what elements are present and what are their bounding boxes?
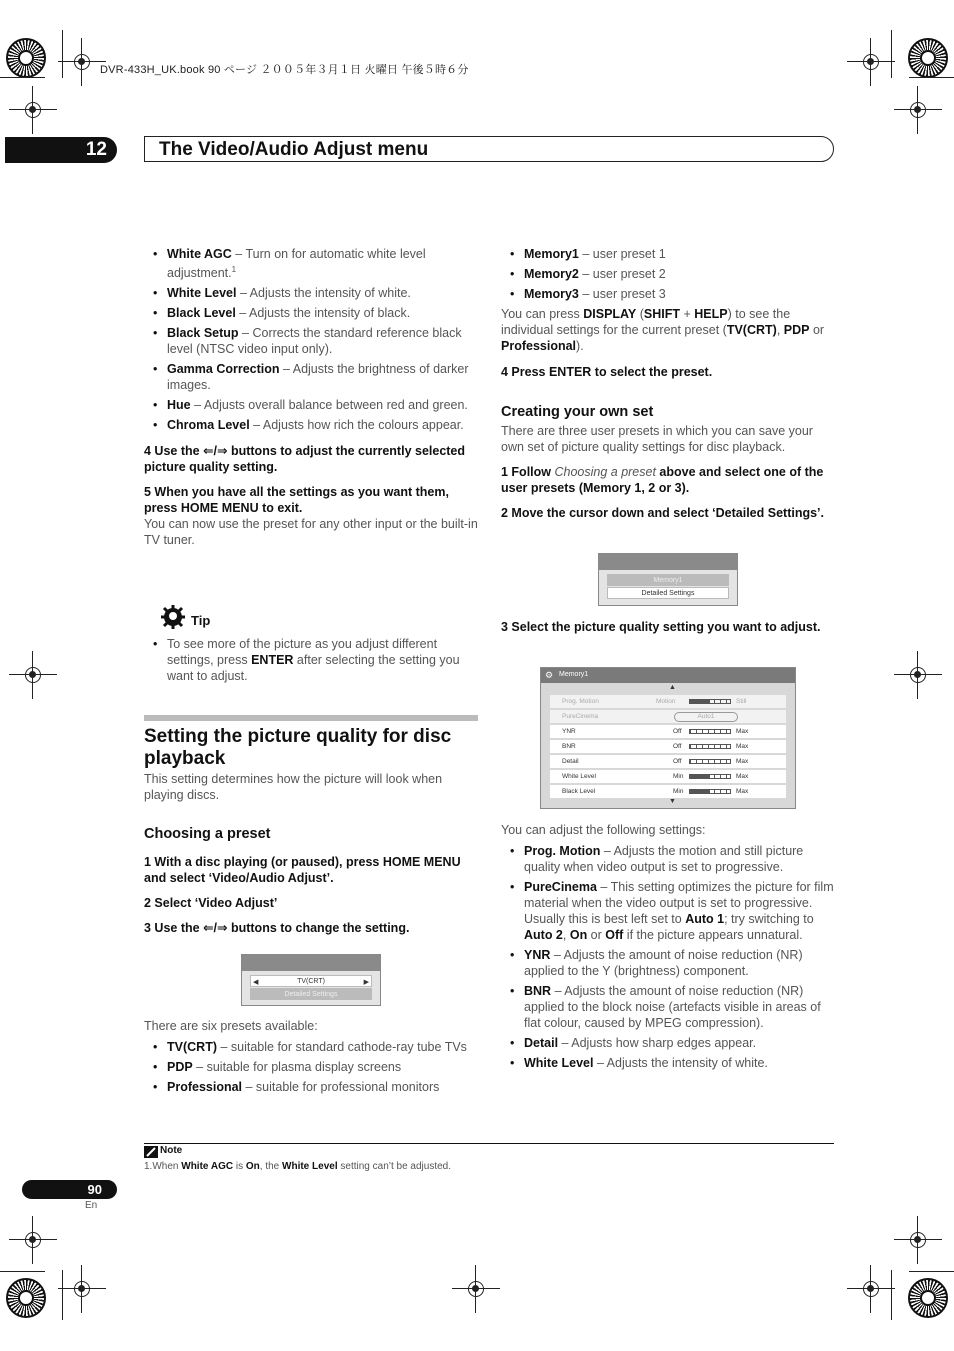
- book-info-line: DVR-433H_UK.book 90 ページ ２００５年３月１日 火曜日 午後５時６分: [100, 64, 469, 76]
- detailed-settings-screen: [540, 667, 796, 809]
- settings-row[interactable]: [550, 770, 786, 783]
- section-bar: [144, 715, 478, 721]
- creating-own-set-heading: Creating your own set: [501, 404, 654, 420]
- setting-min-label: Off: [673, 743, 682, 750]
- settings-list: You can adjust the following settings: • Prog. Motion – Adjusts the motion and still picture quality when video output is set to progressive. • PureCinema – This setting optimizes the picture for film material when the video output is set to progressive. Usually this is best left set to Auto 1; try switching to Auto 2, On or Off if the picture appears unnatural. • YNR – Adjusts the amount of noise reduction (NR) applied to the Y (brightness) component. • BNR – Adjusts the amount of noise reduction (NR) applied to the block noise (artefacts visible in areas of flat colour, caused by MPEG compression). • Detail – Adjusts how sharp edges appear. • White Level – Adjusts the intensity of white.: [501, 823, 834, 1070]
- setting-label: YNR: [562, 728, 576, 735]
- crop-line: [0, 1271, 45, 1272]
- preset-screen: [241, 954, 381, 1006]
- setting-value[interactable]: Auto1: [674, 712, 738, 722]
- choose-step-1: 1 With a disc playing (or paused), press HOME MENU and select ‘Video/Audio Adjust’.: [144, 855, 461, 885]
- setting-label: White Level: [562, 773, 596, 780]
- list-item: • White Level – Adjusts the intensity of white.: [153, 286, 411, 301]
- section-intro: This setting determines how the picture will look when playing discs.: [144, 772, 443, 802]
- registration-rosette-bottom-left: [6, 1278, 46, 1318]
- setting-min-label: Off: [673, 758, 682, 765]
- setting-slider[interactable]: [689, 789, 731, 794]
- settings-row[interactable]: [550, 725, 786, 738]
- settings-row[interactable]: [550, 695, 786, 708]
- note-pencil-icon: [144, 1146, 158, 1158]
- crop-line: [909, 77, 954, 78]
- setting-label: Detail: [562, 758, 579, 765]
- list-item: • White AGC – Turn on for automatic white level adjustment.$^1$: [153, 247, 426, 281]
- setting-label: Black Level: [562, 788, 596, 795]
- setting-slider[interactable]: [689, 744, 731, 749]
- registration-rosette-top-left: [6, 38, 46, 78]
- screen-title: Memory1: [559, 671, 589, 678]
- memory-selector[interactable]: Memory1: [607, 574, 729, 586]
- registration-rosette-top-right: [908, 38, 948, 78]
- list-item: • Gamma Correction – Adjusts the brightness of darker images.: [153, 362, 469, 393]
- crop-line: [0, 77, 45, 78]
- tip-title: Tip: [191, 613, 211, 628]
- choose-step-3: 3 Use the ⇐/⇒ buttons to change the setting.: [144, 921, 410, 935]
- registration-rosette-bottom-right: [908, 1278, 948, 1318]
- slider-fill: [690, 775, 710, 778]
- setting-min-label: Min: [673, 788, 684, 795]
- choosing-preset-heading: Choosing a preset: [144, 826, 271, 842]
- tip-icon: [160, 604, 186, 630]
- setting-min-label: Off: [673, 728, 682, 735]
- setting-max-label: Max: [736, 743, 749, 750]
- crosshair-mark: [21, 98, 45, 122]
- settings-icon: ⚙: [545, 670, 554, 680]
- crosshair-mark: [464, 1277, 488, 1301]
- settings-row[interactable]: [550, 740, 786, 753]
- list-item: • Black Level – Adjusts the intensity of black.: [153, 306, 411, 321]
- setting-slider[interactable]: [689, 699, 731, 704]
- setting-max-label: Max: [736, 728, 749, 735]
- crop-line: [909, 1271, 954, 1272]
- setting-min-label: Motion: [656, 698, 676, 705]
- own-step-3: 3 Select the picture quality setting you want to adjust.: [501, 620, 821, 634]
- step-5: 5 When you have all the settings as you want them, press HOME MENU to exit.: [144, 485, 449, 516]
- step-4-enter: 4 Press ENTER to select the preset.: [501, 365, 713, 379]
- slider-fill: [690, 700, 710, 703]
- crosshair-mark: [906, 98, 930, 122]
- crosshair-mark: [70, 1277, 94, 1301]
- memory-screen: [598, 553, 738, 606]
- own-step-1: 1 Follow Choosing a preset above and select one of the user presets (Memory 1, 2 or 3).: [501, 465, 824, 495]
- left-column: [144, 246, 480, 548]
- slider-fill: [690, 790, 710, 793]
- setting-max-label: Still: [736, 698, 747, 705]
- crosshair-mark: [906, 1228, 930, 1252]
- crosshair-mark: [21, 1228, 45, 1252]
- crop-line: [62, 30, 63, 78]
- crop-line: [891, 30, 892, 78]
- presets-list: There are six presets available: • TV(CRT) – suitable for standard cathode-ray tube TVs • PDP – suitable for plasma display screens • Professional – suitable for professional monitors: [144, 1019, 467, 1094]
- page-language: En: [85, 1200, 98, 1211]
- settings-row[interactable]: [550, 710, 786, 723]
- setting-label: BNR: [562, 743, 576, 750]
- detailed-settings-item[interactable]: Detailed Settings: [607, 587, 729, 599]
- settings-row[interactable]: [550, 755, 786, 768]
- crosshair-mark: [70, 50, 94, 74]
- scroll-down-icon[interactable]: ▼: [669, 798, 676, 805]
- tip-body: • To see more of the picture as you adjust different settings, press ENTER after selecting the setting you want to adjust.: [153, 637, 460, 683]
- setting-slider[interactable]: [689, 729, 731, 734]
- setting-label: Prog. Motion: [562, 698, 599, 705]
- note-text: 1.When White AGC is On, the White Level setting can’t be adjusted.: [144, 1161, 452, 1172]
- chapter-title: The Video/Audio Adjust menu: [159, 139, 429, 160]
- settings-row[interactable]: [550, 785, 786, 798]
- note-title: Note: [160, 1145, 183, 1156]
- list-item: • Black Setup – Corrects the standard reference black level (NTSC video input only).: [153, 326, 462, 357]
- setting-label: PureCinema: [562, 713, 599, 720]
- crosshair-mark: [21, 663, 45, 687]
- crop-line: [62, 1270, 63, 1320]
- setting-slider[interactable]: [689, 759, 731, 764]
- setting-max-label: Max: [736, 788, 749, 795]
- setting-min-label: Min: [673, 773, 684, 780]
- list-item: • Hue – Adjusts overall balance between red and green.: [153, 398, 468, 413]
- step-4: 4 Use the ⇐/⇒ buttons to adjust the currently selected picture quality setting.: [144, 444, 466, 475]
- right-column: • Memory1 – user preset 1 • Memory2 – user preset 2 • Memory3 – user preset 3 You can press DISPLAY (SHIFT + HELP) to see the individual settings for the current preset (TV(CRT), PDP or Professional). 4 Press ENTER to select the preset.: [501, 246, 835, 380]
- section-title: Setting the picture quality for disc playback: [144, 726, 452, 769]
- preset-selector[interactable]: ◀ TV(CRT) ▶: [250, 975, 372, 987]
- step-5-body: You can now use the preset for any other input or the built-in TV tuner.: [144, 517, 478, 548]
- page-number: 90: [22, 1180, 117, 1199]
- detailed-settings-item[interactable]: Detailed Settings: [250, 988, 372, 1000]
- list-item: • Chroma Level – Adjusts how rich the colours appear.: [153, 418, 464, 433]
- setting-slider[interactable]: [689, 774, 731, 779]
- own-step-2: 2 Move the cursor down and select ‘Detailed Settings’.: [501, 506, 824, 520]
- choosing-steps: [144, 854, 480, 936]
- crosshair-mark: [859, 50, 883, 74]
- setting-max-label: Max: [736, 773, 749, 780]
- scroll-up-icon[interactable]: ▲: [669, 684, 676, 691]
- choose-step-2: 2 Select ‘Video Adjust’: [144, 896, 278, 910]
- note-divider: [144, 1143, 834, 1144]
- crosshair-mark: [859, 1277, 883, 1301]
- chapter-number: 12: [5, 137, 117, 163]
- chapter-title-box: [144, 136, 834, 162]
- crosshair-mark: [906, 663, 930, 687]
- setting-max-label: Max: [736, 758, 749, 765]
- own-set-body: There are three user presets in which you can save your own set of picture quality settings for disc playback. 1 Follow Choosing a preset above and select one of the user presets (Memory 1, 2 or 3). 2 Move the cursor down and select ‘Detailed Settings’.: [501, 423, 835, 521]
- crop-line: [891, 1270, 892, 1320]
- display-paragraph: You can press DISPLAY (SHIFT + HELP) to see the individual settings for the current preset (TV(CRT), PDP or Professional).: [501, 307, 825, 353]
